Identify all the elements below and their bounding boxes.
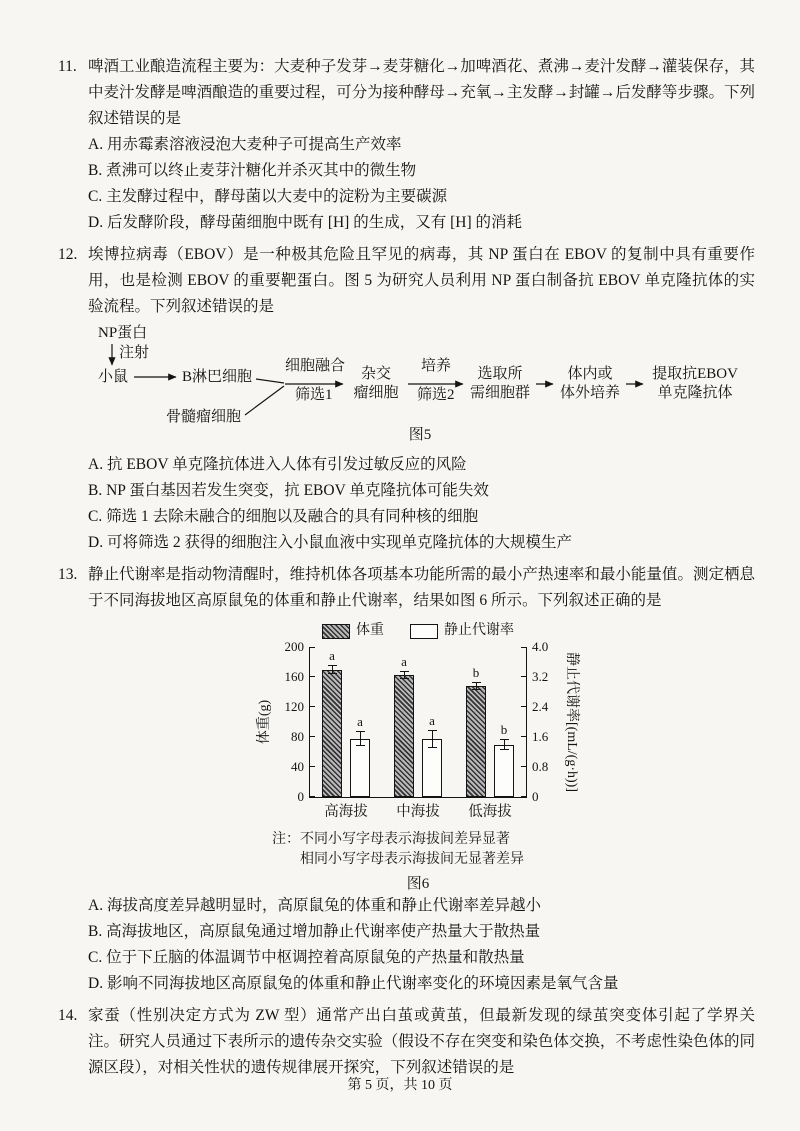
question-13-option-d: D. 影响不同海拔地区高原鼠兔的体重和静止代谢率变化的环境因素是氧气含量 — [88, 975, 619, 992]
question-12-number: 12. — [58, 246, 78, 263]
question-11-stem: 啤酒工业酿造流程主要为：大麦种子发芽→麦芽糖化→加啤酒花、煮沸→麦汁发酵→灌装保存，其中麦汁发酵是啤酒酿造的重要过程，可分为接种酵母→充氧→主发酵→封罐→后发酵等步骤。下列叙述错误的是 — [88, 58, 755, 127]
question-11-number: 11. — [58, 58, 77, 75]
left-tick-label: 40 — [291, 759, 304, 774]
label-screen-1: 筛选1 — [295, 387, 333, 403]
right-tick-mark — [521, 736, 526, 737]
question-13-option-c: C. 位于下丘脑的体温调节中枢调控着高原鼠兔的产热量和散热量 — [88, 949, 525, 966]
node-myeloma-cell: 骨髓瘤细胞 — [166, 409, 242, 425]
question-11-option-a: A. 用赤霉素溶液浸泡大麦种子可提高生产效率 — [88, 136, 402, 153]
chart-body — [238, 639, 598, 820]
label-screen-2: 筛选2 — [417, 387, 455, 403]
left-tick-mark — [310, 766, 315, 767]
question-11 — [58, 54, 755, 236]
question-14-stem: 家蚕（性别决定方式为 ZW 型）通常产出白茧或黄茧，但最新发现的绿茧突变体引起了学界关注。研究人员通过下表所示的遗传杂交实验（假设不存在突变和染色体交换，不考虑性染色体的同源区段），对相关性状的遗传规律展开探究，下列叙述错误的是 — [88, 1007, 755, 1076]
left-tick-mark — [310, 676, 315, 677]
left-tick-mark — [310, 647, 315, 648]
left-tick-label: 200 — [284, 639, 304, 654]
left-tick-label: 80 — [291, 729, 304, 744]
left-tick-label: 120 — [284, 699, 304, 714]
left-tick-mark — [310, 796, 315, 797]
legend-rate-label: 静止代谢率 — [444, 623, 514, 638]
question-11-option-b: B. 煮沸可以终止麦芽汁糖化并杀灭其中的微生物 — [88, 162, 417, 179]
right-tick-mark — [521, 647, 526, 648]
question-12-option-c: C. 筛选 1 去除未融合的细胞以及融合的具有同种核的细胞 — [88, 508, 479, 525]
error-bar — [432, 730, 433, 749]
question-14 — [58, 1003, 755, 1081]
question-13-option-b: B. 高海拔地区，高原鼠兔通过增加静止代谢率使产热量大于散热量 — [88, 923, 541, 940]
node-extract-antibody: 提取抗EBOV 单克隆抗体 — [652, 366, 738, 401]
x-category-label: 高海拔 — [324, 804, 368, 820]
figure5-flow-diagram — [90, 324, 755, 452]
page-footer: 第 5 页，共 10 页 — [347, 1078, 453, 1093]
right-axis-title: 静止代谢率[(mL/(g·h))] — [564, 652, 579, 792]
significance-letter: b — [472, 665, 480, 681]
label-culture: 培养 — [421, 358, 452, 374]
weight-bar — [322, 670, 342, 798]
question-12 — [58, 242, 755, 556]
figure6-bar-chart — [238, 622, 598, 893]
x-category-label: 低海拔 — [468, 804, 512, 820]
node-select-cells: 选取所 需细胞群 — [469, 366, 530, 401]
right-tick-label: 2.4 — [532, 699, 549, 714]
right-tick-label: 0 — [532, 789, 539, 804]
question-14-number: 14. — [58, 1007, 78, 1024]
node-np-protein: NP蛋白 — [98, 325, 148, 341]
label-cell-fusion: 细胞融合 — [285, 358, 346, 374]
left-tick-label: 160 — [284, 669, 304, 684]
weight-swatch — [322, 624, 350, 639]
weight-bar — [394, 675, 414, 797]
figure6-caption: 图6 — [406, 876, 430, 892]
chart-legend — [238, 622, 598, 640]
right-ticks — [527, 639, 561, 804]
right-tick-mark — [521, 706, 526, 707]
node-invivo-culture: 体内或 体外培养 — [559, 366, 620, 401]
error-bar — [476, 682, 477, 690]
error-bar — [504, 739, 505, 750]
rate-bar — [494, 745, 514, 798]
x-category-label: 中海拔 — [396, 804, 440, 820]
question-11-option-d: D. 后发酵阶段，酵母菌细胞中既有 [H] 的生成，又有 [H] 的消耗 — [88, 214, 522, 231]
left-tick-mark — [310, 706, 315, 707]
rate-swatch — [410, 624, 438, 639]
chart-note — [272, 830, 598, 870]
question-13-option-a: A. 海拔高度差异越明显时，高原鼠兔的体重和静止代谢率差异越小 — [88, 897, 541, 914]
label-inject: 注射 — [119, 345, 150, 361]
right-tick-label: 0.8 — [532, 759, 549, 774]
significance-letter: a — [329, 648, 335, 663]
question-13 — [58, 562, 755, 997]
right-tick-label: 4.0 — [532, 639, 549, 654]
left-ticks — [275, 639, 309, 804]
error-bar — [404, 671, 405, 679]
question-12-option-b: B. NP 蛋白基因若发生突变，抗 EBOV 单克隆抗体可能失效 — [88, 482, 489, 499]
significance-letter: b — [500, 721, 508, 737]
right-tick-mark — [521, 766, 526, 767]
node-hybridoma: 杂交 瘤细胞 — [353, 366, 399, 401]
rate-bar — [350, 739, 370, 797]
left-tick-mark — [310, 736, 315, 737]
note-line-1: 注：不同小写字母表示海拔间差异显著 — [272, 832, 510, 847]
error-bar — [332, 665, 333, 674]
legend-item-weight — [322, 622, 384, 640]
legend-item-rate — [410, 622, 514, 640]
significance-letter: a — [401, 654, 407, 669]
left-axis-title: 体重(g) — [257, 699, 272, 745]
weight-bar — [466, 686, 486, 797]
question-13-number: 13. — [58, 566, 78, 583]
right-tick-label: 1.6 — [532, 729, 549, 744]
right-tick-mark — [521, 796, 526, 797]
node-b-lymphocyte: B淋巴细胞 — [182, 369, 253, 385]
note-line-2: 相同小写字母表示海拔间无显著差异 — [300, 852, 524, 867]
error-bar — [360, 731, 361, 746]
right-tick-label: 3.2 — [532, 669, 549, 684]
question-12-stem: 埃博拉病毒（EBOV）是一种极其危险且罕见的病毒，其 NP 蛋白在 EBOV 的复制中具有重要作用，也是检测 EBOV 的重要靶蛋白。图 5 为研究人员利用 NP 蛋白制备抗 EBOV 单克隆抗体的实验流程。下列叙述错误的是 — [88, 246, 755, 315]
significance-letter: a — [357, 714, 363, 730]
question-11-option-c: C. 主发酵过程中，酵母菌以大麦中的淀粉为主要碳源 — [88, 188, 448, 205]
question-13-stem: 静止代谢率是指动物清醒时，维持机体各项基本功能所需的最小产热速率和最小能量值。测定栖息于不同海拔地区高原鼠兔的体重和静止代谢率，结果如图 6 所示。下列叙述正确的是 — [88, 566, 755, 609]
figure5-caption: 图5 — [408, 427, 432, 443]
chart-plot — [309, 647, 527, 820]
significance-letter: a — [429, 712, 435, 728]
legend-weight-label: 体重 — [356, 623, 384, 638]
bcell-converge-line — [256, 379, 284, 383]
myeloma-converge-line — [245, 386, 284, 415]
question-12-option-a: A. 抗 EBOV 单克隆抗体进入人体有引发过敏反应的风险 — [88, 456, 467, 473]
question-12-option-d: D. 可将筛选 2 获得的细胞注入小鼠血液中实现单克隆抗体的大规模生产 — [88, 534, 572, 551]
right-tick-mark — [521, 676, 526, 677]
left-tick-label: 0 — [297, 789, 304, 804]
node-mouse: 小鼠 — [98, 369, 129, 385]
